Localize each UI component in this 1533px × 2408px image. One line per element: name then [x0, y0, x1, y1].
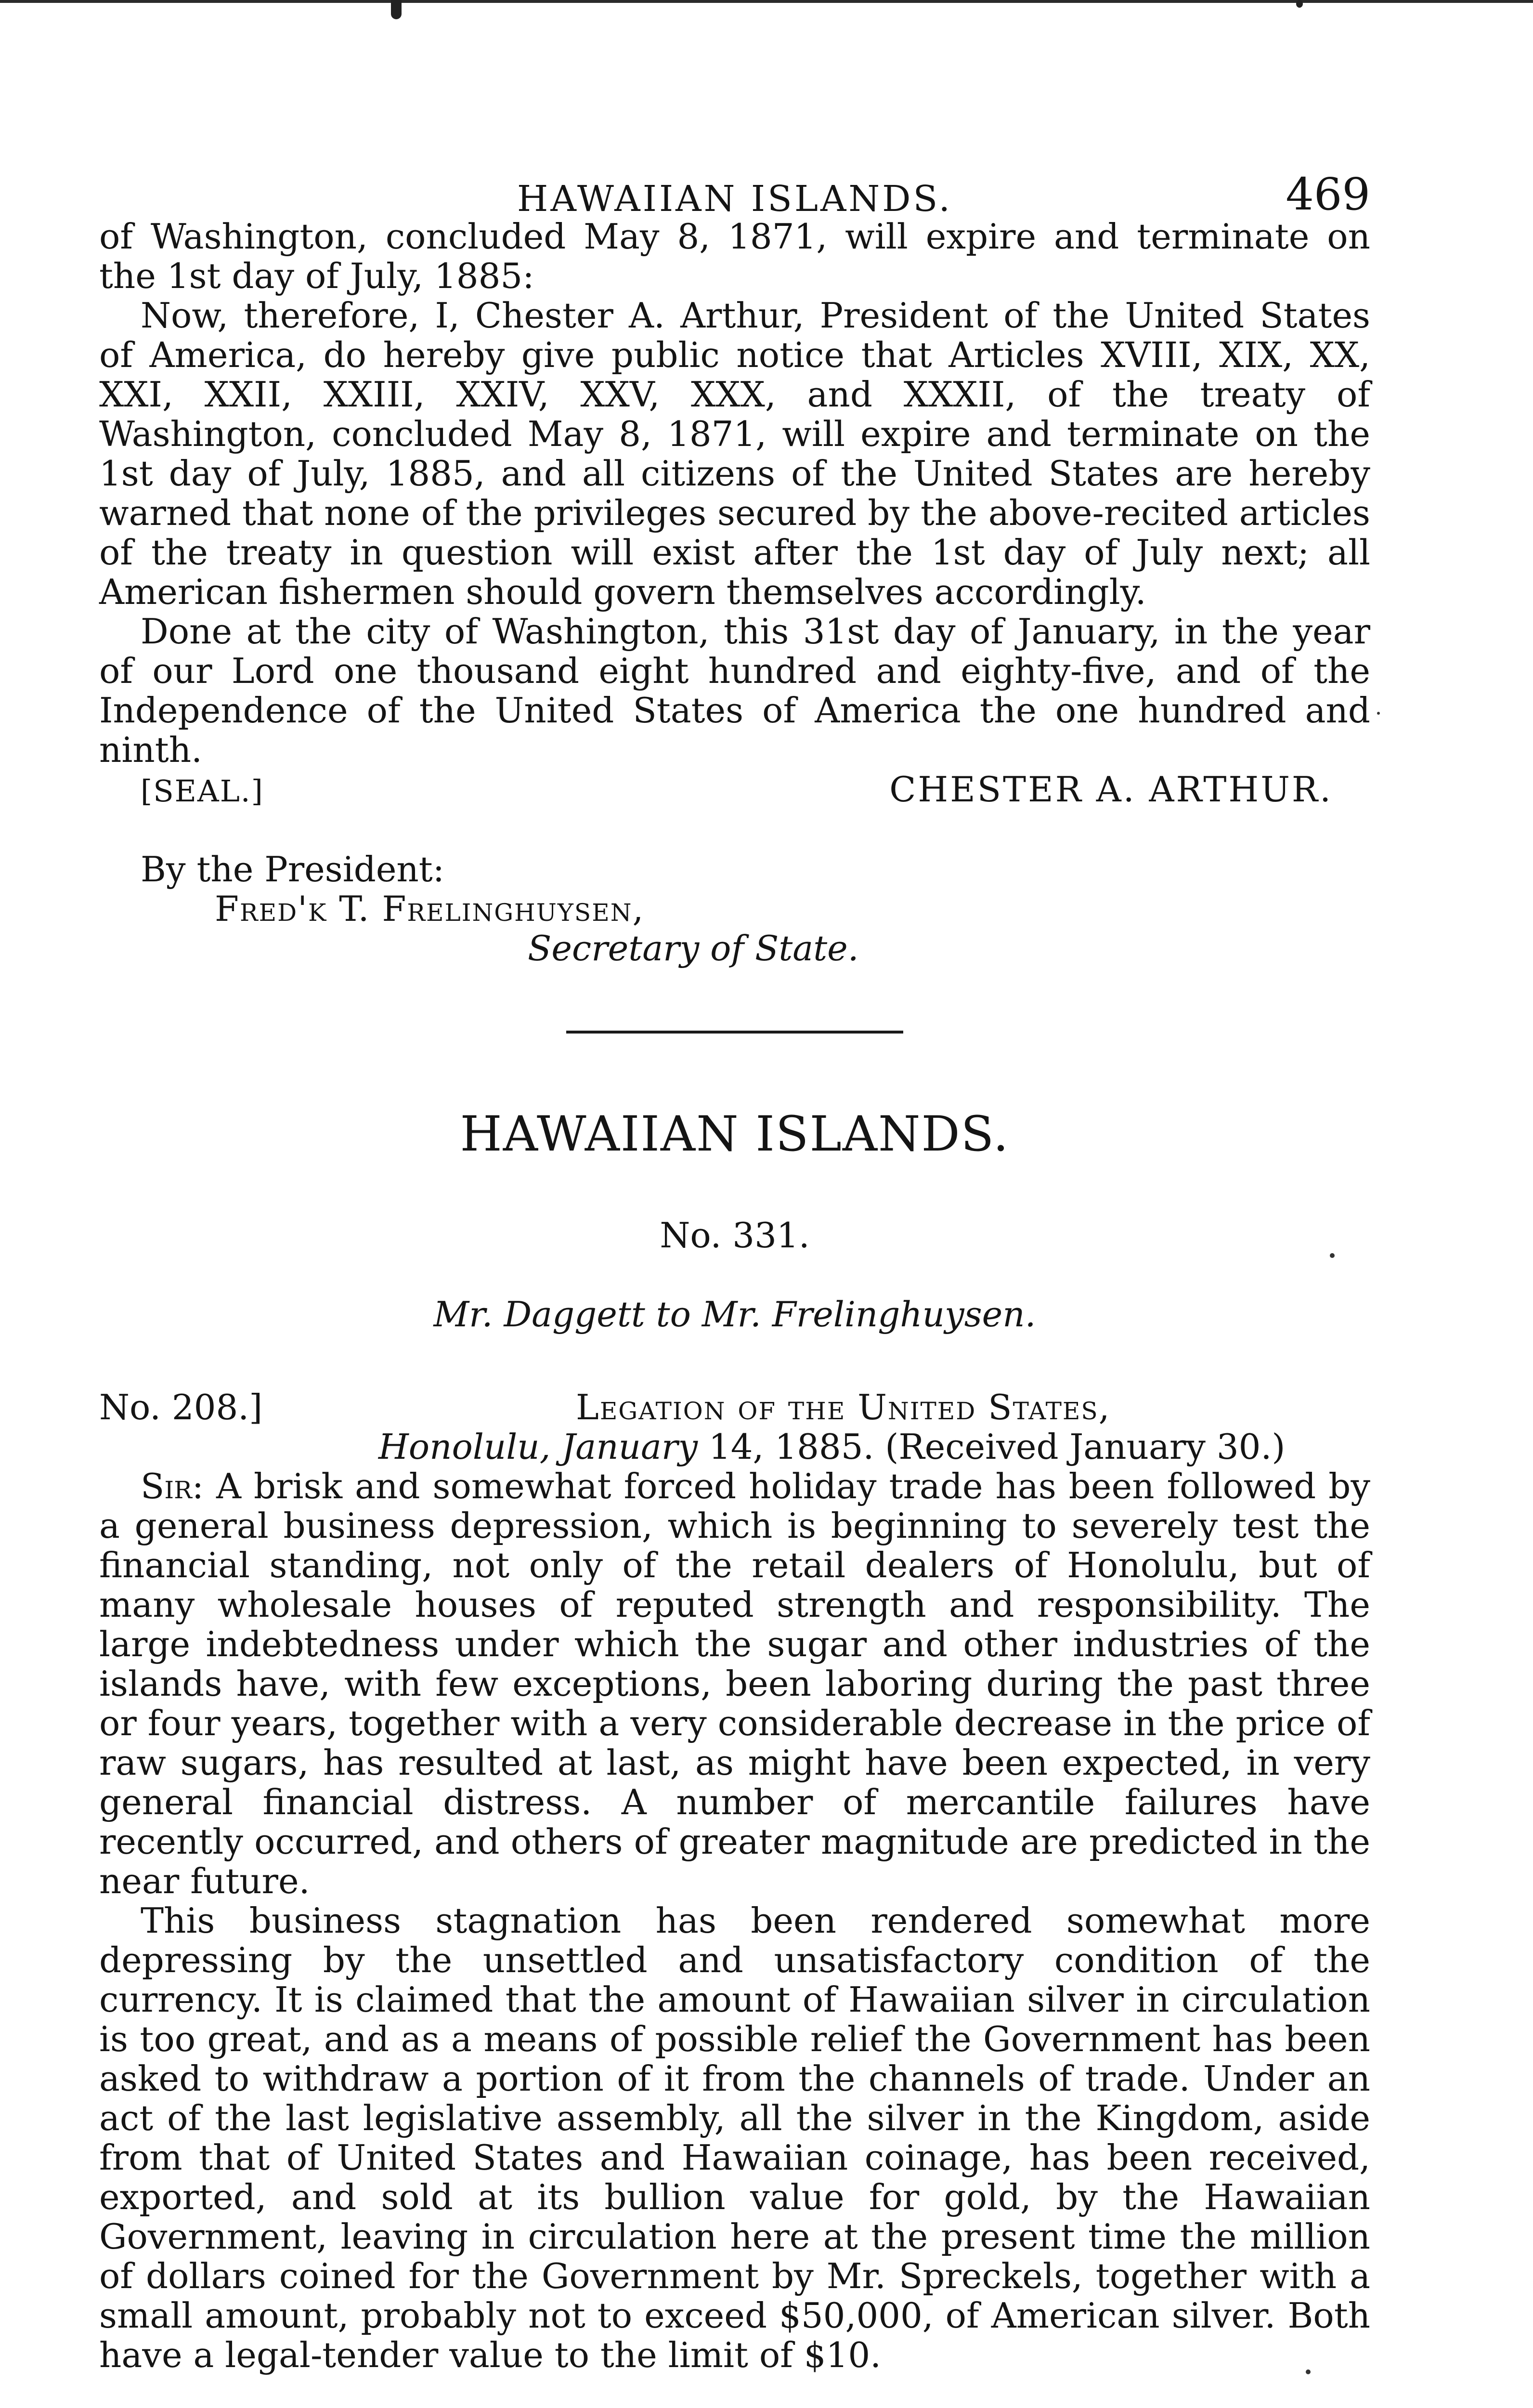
letter-paragraph-1-text: A brisk and somewhat forced holiday trade has been followed by a general business depression, which is beginning to severely test the financial standing, not only of the retail dealers of Honolulu, but of many wholesale houses of reputed strength and responsibility. The large indebtedness under which the sugar and other industries of the islands have, with few exceptions, been laboring during the past three or four years, together with a very considerable decrease in the price of raw sugars, has resulted at last, as might have been expected, in very general financial distress. A number of mercantile failures have recently occurred, and others of greater magnitude are predicted in the near future. — [99, 1466, 1371, 1901]
received-date: (Received January 30.) — [885, 1426, 1286, 1467]
dispatch-number: No. 208.] — [99, 1387, 263, 1427]
section-title: HAWAIIAN ISLANDS. — [460, 1106, 1010, 1162]
proclamation-text — [99, 217, 1370, 968]
running-head-title: HAWAIIAN ISLANDS. — [517, 178, 953, 220]
letter-paragraph-2: This business stagnation has been rendered somewhat more depressing by the unsettled and unsatisfactory condition of the currency. It is claimed that the amount of Hawaiian silver in circulation is too great, and as a means of possible relief the Government has been asked to withdraw a portion of it from the channels of trade. Under an act of the last legislative assembly, all the silver in the Kingdom, aside from that of United States and Hawaiian coinage, has been received, exported, and sold at its bullion value for gold, by the Hawaiian Government, leaving in circulation here at the present time the million of dollars coined for the Government by Mr. Spreckels, together with a small amount, probably not to exceed $50,000, of American silver. Both have a legal-tender value to the limit of $10. — [99, 1900, 1370, 2375]
ink-speck — [1330, 1253, 1335, 1258]
dateline — [99, 1427, 1370, 1466]
document-page — [99, 164, 1370, 2375]
top-edge-line — [0, 0, 1533, 3]
ink-speck — [1377, 712, 1380, 715]
binding-mark — [391, 0, 402, 19]
secretary-name: Fred'k T. Frelinghuysen, — [215, 889, 645, 929]
date-day-year: 14, 1885. — [708, 1426, 874, 1467]
document-number: No. 331. — [660, 1215, 810, 1256]
running-head — [99, 164, 1370, 220]
seal-mark: [SEAL.] — [141, 773, 264, 809]
ink-speck — [1306, 2369, 1311, 2374]
proclamation-paragraph-1: of Washington, concluded May 8, 1871, will expire and terminate on the 1st day of July, 1885: — [99, 216, 1370, 296]
legation-heading: Legation of the United States, — [576, 1387, 1111, 1427]
date-month: January — [561, 1426, 698, 1467]
proclamation-paragraph-3: Done at the city of Washington, this 31st day of January, in the year of our Lord one thousand eight hundred and eighty-five, and of the Independence of the United States of America the one hundred and ninth. — [99, 611, 1370, 770]
date-place: Honolulu, — [378, 1426, 551, 1467]
letter-paragraph-1 — [99, 1466, 1370, 1901]
ink-speck — [1296, 0, 1303, 8]
signature-row — [99, 770, 1370, 816]
proclamation-paragraph-2: Now, therefore, I, Chester A. Arthur, President of the United States of America, do hereby give public notice that Articles XVIII, XIX, XX, XXI, XXII, XXIII, XXIV, XXV, XXX, and XXXII, of the treaty of Washington, concluded May 8, 1871, will expire and terminate on the 1st day of July, 1885, and all citizens of the United States are hereby warned that none of the privileges secured by the above-recited articles of the treaty in question will exist after the 1st day of July next; all American fishermen should govern themselves accordingly. — [99, 295, 1370, 612]
secretary-title: Secretary of State. — [528, 928, 859, 968]
correspondents: Mr. Daggett to Mr. Frelinghuysen. — [433, 1294, 1036, 1335]
president-signature: CHESTER A. ARTHUR. — [889, 769, 1333, 810]
salutation: Sir: — [141, 1466, 204, 1506]
page-number: 469 — [1286, 169, 1370, 220]
section-divider — [566, 1031, 903, 1034]
dispatch-header — [99, 1387, 1370, 1427]
by-the-president: By the President: — [141, 849, 444, 890]
